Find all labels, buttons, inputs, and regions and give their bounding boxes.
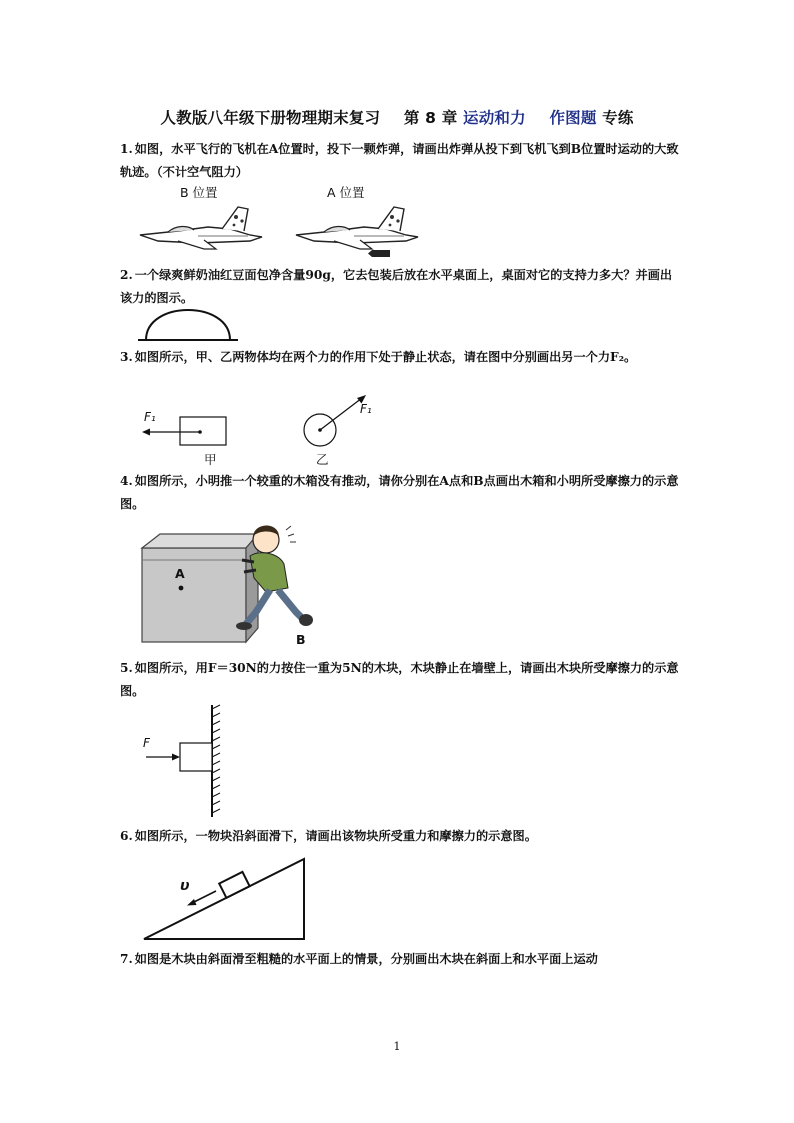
bomb-icon	[368, 250, 390, 257]
label-point-b: B	[296, 632, 306, 647]
page-number: 1	[393, 1040, 401, 1053]
page-title	[0, 106, 794, 128]
label-position-a: A 位置	[327, 185, 365, 200]
question-4: 4. 如图所示，小明推一个较重的木箱没有推动，请你分别在A点和B点画出木箱和小明所受摩擦力的示意图。	[120, 474, 679, 511]
label-f1-left: F₁	[144, 410, 156, 424]
question-5: 5. 如图所示，用F＝30N的力按住一重为5N的木块，木块静止在墙壁上，请画出木块所受摩擦力的示意图。	[120, 661, 679, 698]
label-yi: 乙	[316, 452, 329, 467]
force-diagram-yi	[298, 390, 378, 450]
label-force-f: F	[143, 736, 150, 750]
question-7: 7. 如图是木块由斜面滑至粗糙的水平面上的情景，分别画出木块在斜面上和水平面上运动	[120, 952, 598, 966]
label-point-a: A	[175, 566, 185, 581]
label-position-b: B 位置	[180, 185, 218, 200]
title-course: 人教版八年级下册物理期末复习	[160, 109, 381, 127]
title-type: 作图题	[549, 109, 597, 127]
question-6: 6. 如图所示，一物块沿斜面滑下，请画出该物块所受重力和摩擦力的示意图。	[120, 829, 537, 843]
airplane-a	[294, 205, 424, 260]
question-3: 3. 如图所示，甲、乙两物体均在两个力的作用下处于静止状态，请在图中分别画出另一个力F₂。	[120, 350, 637, 364]
question-1: 1. 如图，水平飞行的飞机在A位置时，投下一颗炸弹，请画出炸弹从投下到飞机飞到B位置时运动的大致轨迹。（不计空气阻力）	[120, 142, 679, 179]
label-jia: 甲	[204, 452, 217, 467]
airplane-b	[138, 205, 268, 250]
block-on-wall-figure	[140, 705, 240, 820]
title-chapter: 第 8 章	[403, 109, 458, 127]
push-box-figure	[138, 520, 338, 645]
incline-figure	[140, 855, 310, 945]
bread-on-table-figure	[138, 305, 238, 345]
question-2: 2. 一个绿爽鲜奶油红豆面包净含量90g，它去包装后放在水平桌面上，桌面对它的支持力多大？并画出该力的图示。	[120, 268, 673, 305]
title-suffix: 专练	[602, 109, 634, 127]
label-velocity: υ	[180, 878, 190, 894]
title-topic: 运动和力	[463, 109, 526, 127]
label-f1-right: F₁	[360, 402, 372, 416]
